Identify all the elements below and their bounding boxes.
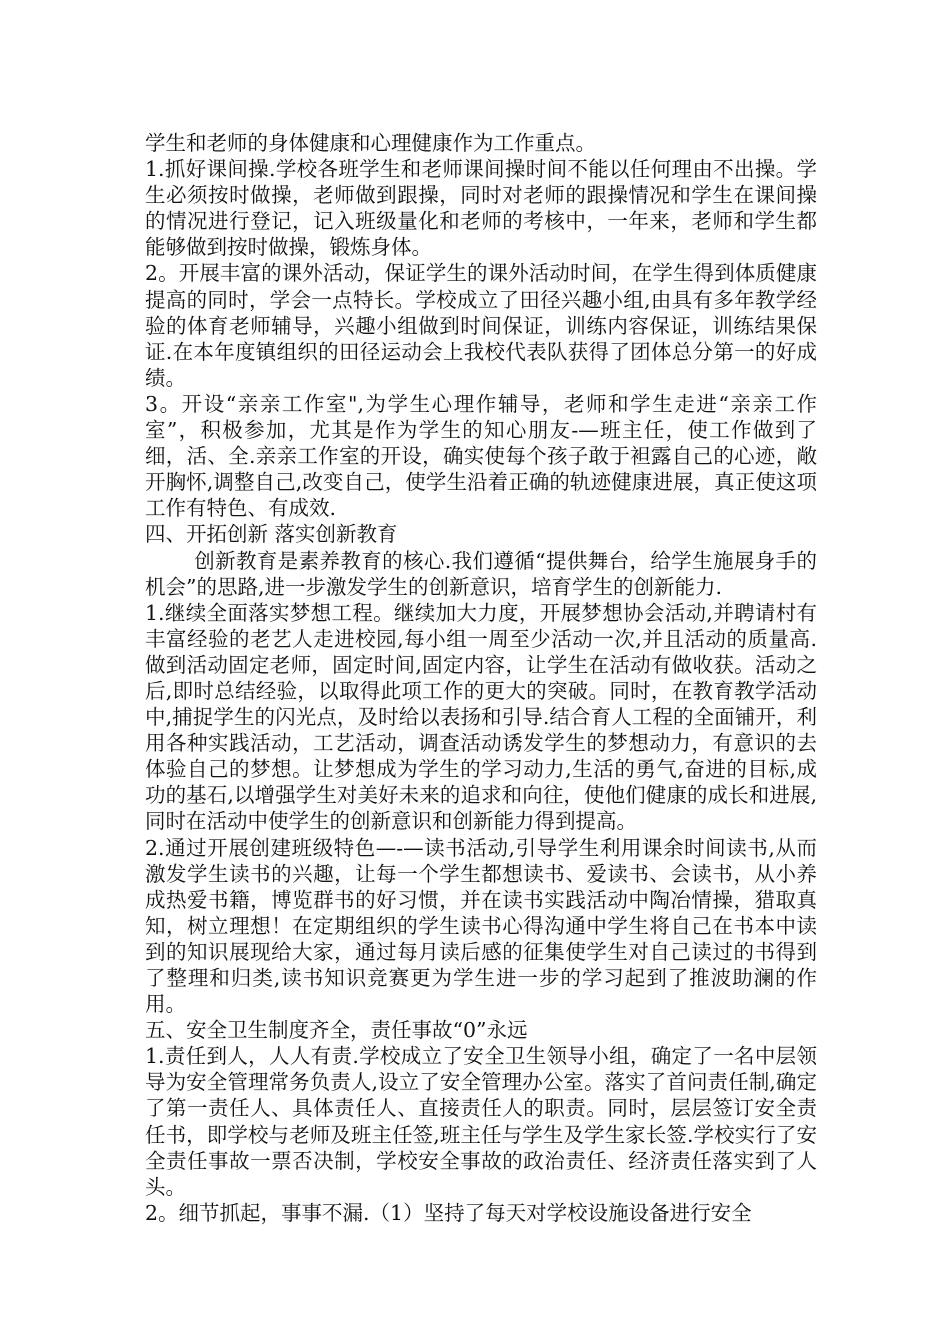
paragraph-details: 2。细节抓起，事事不漏.（1）坚持了每天对学校设施设备进行安全	[145, 1200, 752, 1225]
paragraph-reading-activity: 2.通过开展创建班级特色—-—读书活动,引导学生利用课余时间读书,从而激发学生读书的兴趣，让每一个学生都想读书、爱读书、会读书，从小养成热爱书籍，博览群书的好习惯，并在读书实践活动中陶冶情操，猎取真知，树立理想！在定期组织的学生读书心得沟通中学生将自己在书本中读到的知识展现给大家，通过每月读后感的征集使学生对自己读过的书得到了整理和归类,读书知识竞赛更为学生进一步的学习起到了推波助澜的作用。	[145, 835, 817, 1017]
paragraph-dream-project: 1.继续全面落实梦想工程。继续加大力度，开展梦想协会活动,并聘请村有丰富经验的老艺人走进校园,每小组一周至少活动一次,并且活动的质量高.做到活动固定老师，固定时间,固定内容，让学生在活动有做收获。活动之后,即时总结经验，以取得此项工作的更大的突破。同时，在教育教学活动中,捕捉学生的闪光点，及时给以表扬和引导.结合育人工程的全面铺开，利用各种实践活动，工艺活动，调查活动诱发学生的梦想动力，有意识的去体验自己的梦想。让梦想成为学生的学习动力,生活的勇气,奋进的目标,成功的基石,以增强学生对美好未来的追求和向往，使他们健康的成长和进展,同时在活动中使学生的创新意识和创新能力得到提高。	[145, 600, 817, 834]
paragraph-counseling-room: 3。开设“亲亲工作室",为学生心理作辅导，老师和学生走进“亲亲工作室”，积极参加，尤其是作为学生的知心朋友-—班主任，使工作做到了细，活、全.亲亲工作室的开设，确实使每个孩子敢于袒露自己的心迹，敞开胸怀,调整自己,改变自己，使学生沿着正确的轨迹健康进展，真正使这项工作有特色、有成效.	[145, 391, 817, 521]
paragraph-responsibility: 1.责任到人，人人有责.学校成立了安全卫生领导小组，确定了一名中层领导为安全管理常务负责人,设立了安全管理办公室。落实了首问责任制,确定了第一责任人、具体责任人、直接责任人的职责。同时，层层签订安全责任书，即学校与老师及班主任签,班主任与学生及学生家长签.学校实行了安全责任事故一票否决制，学校安全事故的政治责任、经济责任落实到了人头。	[145, 1044, 817, 1199]
paragraph-innovation-intro: 创新教育是素养教育的核心.我们遵循“提供舞台，给学生施展身手的机会”的思路,进一步激发学生的创新意识，培育学生的创新能力.	[145, 548, 817, 599]
paragraph-extracurricular: 2。开展丰富的课外活动，保证学生的课外活动时间，在学生得到体质健康提高的同时，学会一点特长。学校成立了田径兴趣小组,由具有多年教学经验的体育老师辅导，兴趣小组做到时间保证，训练内容保证，训练结果保证.在本年度镇组织的田径运动会上我校代表队获得了团体总分第一的好成绩。	[145, 261, 817, 390]
paragraph-exercise: 1.抓好课间操.学校各班学生和老师课间操时间不能以任何理由不出操。学生必须按时做操，老师做到跟操，同时对老师的跟操情况和学生在课间操的情况进行登记，记入班级量化和老师的考核中，一年来，老师和学生都能够做到按时做操，锻炼身体。	[145, 157, 817, 260]
section-heading-innovation: 四、开拓创新 落实创新教育	[145, 522, 398, 547]
document-body	[145, 130, 817, 1226]
section-heading-safety: 五、安全卫生制度齐全，责任事故“0”永远	[145, 1018, 528, 1043]
paragraph-health-focus: 学生和老师的身体健康和心理健康作为工作重点。	[145, 131, 596, 155]
